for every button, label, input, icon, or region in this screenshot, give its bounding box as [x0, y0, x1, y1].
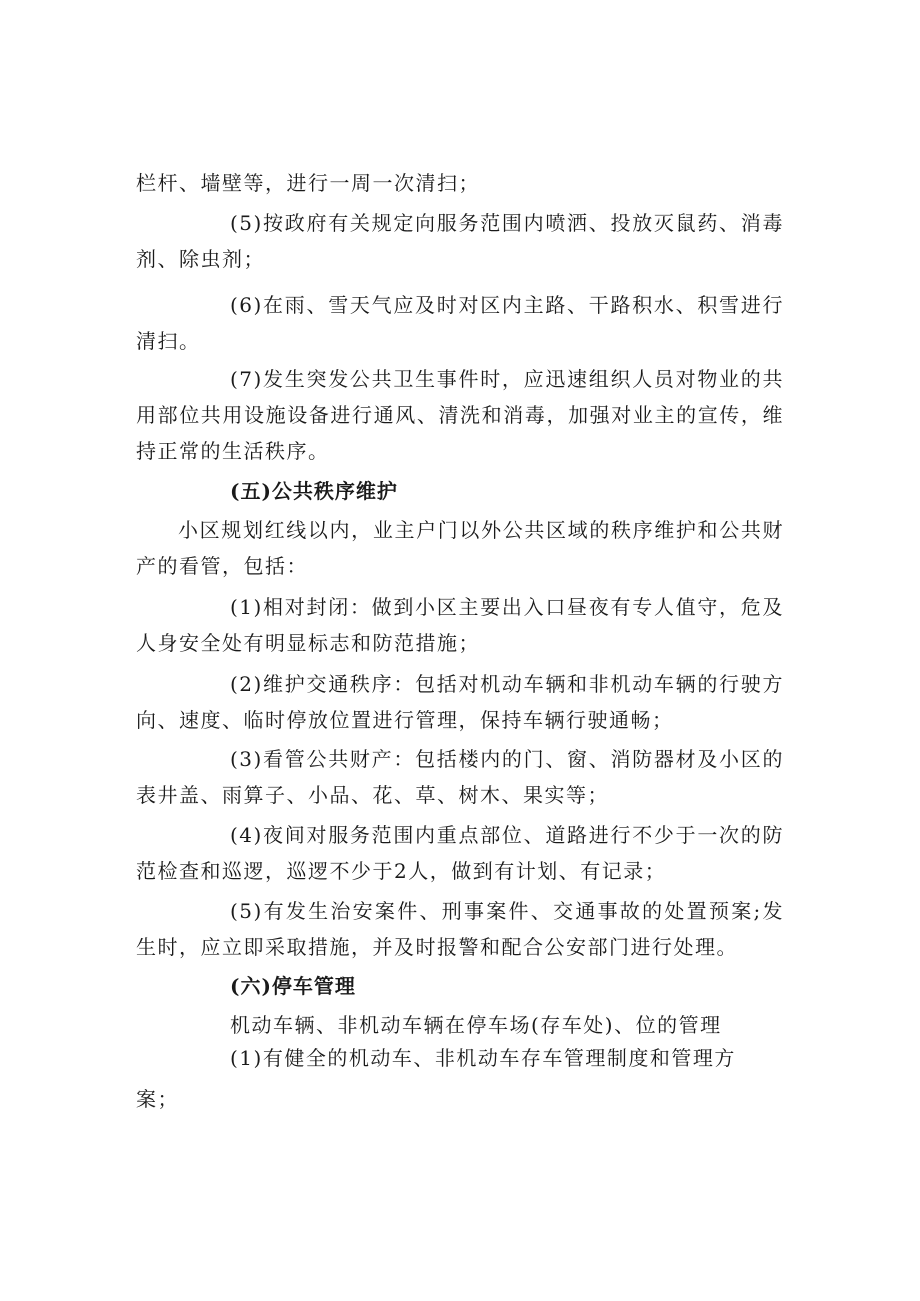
- paragraph-order-item-2: (2)维护交通秩序：包括对机动车辆和非机动车辆的行驶方向、速度、临时停放位置进行管理，保持车辆行驶通畅；: [136, 672, 784, 732]
- paragraph-continuation: 栏杆、墙壁等，进行一周一次清扫；: [136, 171, 480, 195]
- section-heading-public-order: (五)公共秩序维护: [230, 479, 398, 503]
- paragraph-order-item-3: (3)看管公共财产：包括楼内的门、窗、消防器材及小区的表井盖、雨算子、小品、花、草、树木、果实等；: [136, 747, 784, 807]
- paragraph-item-6: (6)在雨、雪天气应及时对区内主路、干路积水、积雪进行清扫。: [136, 293, 784, 353]
- paragraph-item-5: (5)按政府有关规定向服务范围内喷洒、投放灭鼠药、消毒剂、除虫剂；: [136, 211, 784, 271]
- section-heading-parking: (六)停车管理: [230, 974, 356, 998]
- paragraph-order-item-4: (4)夜间对服务范围内重点部位、道路进行不少于一次的防范检查和巡逻，巡逻不少于2人，做到有计划、有记录；: [136, 823, 784, 883]
- paragraph-item-7: (7)发生突发公共卫生事件时，应迅速组织人员对物业的共用部位共用设施设备进行通风、清洗和消毒，加强对业主的宣传，维持正常的生活秩序。: [136, 367, 784, 463]
- paragraph-parking-item-1: (1)有健全的机动车、非机动车存车管理制度和管理方: [230, 1046, 736, 1070]
- paragraph-public-order-intro: 小区规划红线以内，业主户门以外公共区域的秩序维护和公共财产的看管，包括：: [136, 518, 784, 578]
- paragraph-order-item-1: (1)相对封闭：做到小区主要出入口昼夜有专人值守，危及人身安全处有明显标志和防范措施；: [136, 595, 784, 655]
- paragraph-order-item-5: (5)有发生治安案件、刑事案件、交通事故的处置预案;发生时，应立即采取措施，并及时报警和配合公安部门进行处理。: [136, 899, 784, 959]
- paragraph-parking-item-1-end: 案；: [136, 1087, 179, 1111]
- paragraph-parking-intro: 机动车辆、非机动车辆在停车场(存车处)、位的管理: [230, 1013, 722, 1037]
